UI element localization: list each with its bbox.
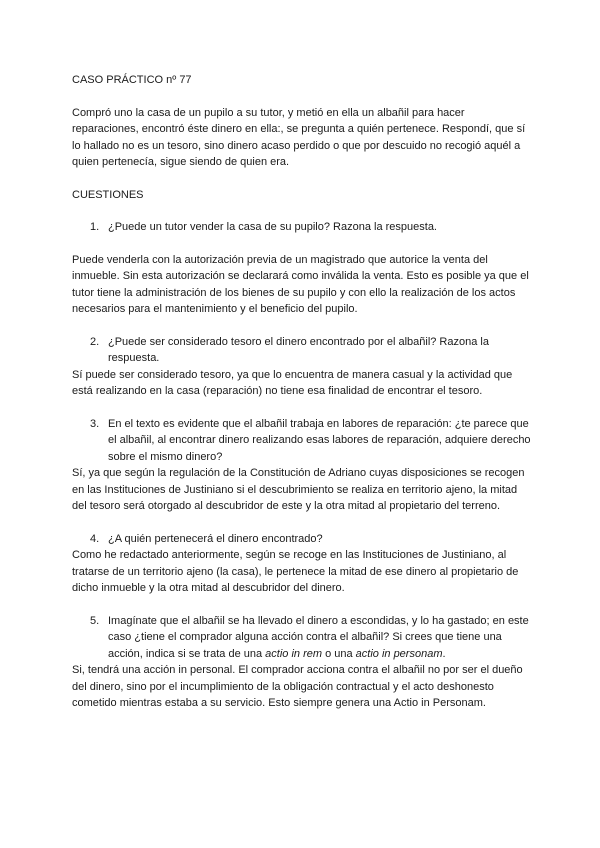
question-number: 2. [90,335,100,348]
question-text-part: Imagínate que el albañil se ha llevado el dinero a escondidas, y lo ha gastado; en este caso ¿tiene el comprador alguna acción contra el albañil? Si crees que tiene una acción, indica si se trata de una [108,614,529,660]
question-1 [72,219,532,236]
question-4 [72,531,532,548]
answer-2: Sí puede ser considerado tesoro, ya que lo encuentra de manera casual y la actividad que está realizando en la casa (reparación) no tiene esa finalidad de encontrar el tesoro. [72,368,513,397]
question-text-part: . [442,647,446,660]
answer-5: Si, tendrá una acción in personal. El comprador acciona contra el albañil no por ser el dueño del dinero, sino por el incumplimiento de la obligación contractual y el acto deshonesto cometido mientras estaba a su servicio. Esto siempre genera una Actio in Personam. [72,664,523,709]
answer-1: Puede venderla con la autorización previa de un magistrado que autorice la venta del inmueble. Sin esta autorización se declarará como inválida la venta. Esto es posible ya que el tutor tiene la administración de los bienes de su pupilo y con ello la realización de los actos necesarios para el mantenimiento y el beneficio del pupilo. [72,253,529,315]
question-3 [72,416,532,466]
answer-4: Como he redactado anteriormente, según se recoge en las Instituciones de Justiniano, al tratarse de un territorio ajeno (la casa), le pertenece la mitad de ese dinero al propietario de dicho inmueble y la otra mitad al descubridor del dinero. [72,549,519,594]
question-number: 3. [90,417,100,430]
intro-paragraph: Compró uno la casa de un pupilo a su tutor, y metió en ella un albañil para hacer reparaciones, encontró éste dinero en ella:, se pregunta a quién pertenece. Respondí, que sí lo hallado no es un tesoro, sino dinero acaso perdido o que por descuido no recogió aquél a quien pertenecía, sigue siendo de quien era. [72,106,526,168]
question-text: ¿A quién pertenecerá el dinero encontrado? [108,532,323,545]
question-text: En el texto es evidente que el albañil trabaja en labores de reparación: ¿te parece que el albañil, al encontrar dinero realizando esas labores de reparación, adquiere derecho sobre el mismo dinero? [108,417,531,463]
question-emphasis: actio in personam [355,647,443,660]
section-heading: CUESTIONES [72,188,144,201]
question-emphasis: actio in rem [265,647,323,660]
question-number: 4. [90,532,100,545]
question-text: ¿Puede ser considerado tesoro el dinero encontrado por el albañil? Razona la respuesta. [108,335,489,364]
question-text: ¿Puede un tutor vender la casa de su pupilo? Razona la respuesta. [108,221,437,233]
page-title: CASO PRÁCTICO nº 77 [72,74,192,86]
question-number: 1. [90,221,100,233]
answer-3: Sí, ya que según la regulación de la Constitución de Adriano cuyas disposiciones se recogen en las Instituciones de Justiniano si el descubrimiento se realiza en territorio ajeno, la mitad del tesoro será otorgado al descubridor de este y la otra mitad al propietario del terreno. [72,467,525,512]
question-text-part: o una [322,647,356,660]
question-number: 5. [90,614,100,627]
question-text [108,615,529,660]
document-body [72,72,532,728]
question-2 [72,334,532,367]
question-5 [72,613,532,663]
